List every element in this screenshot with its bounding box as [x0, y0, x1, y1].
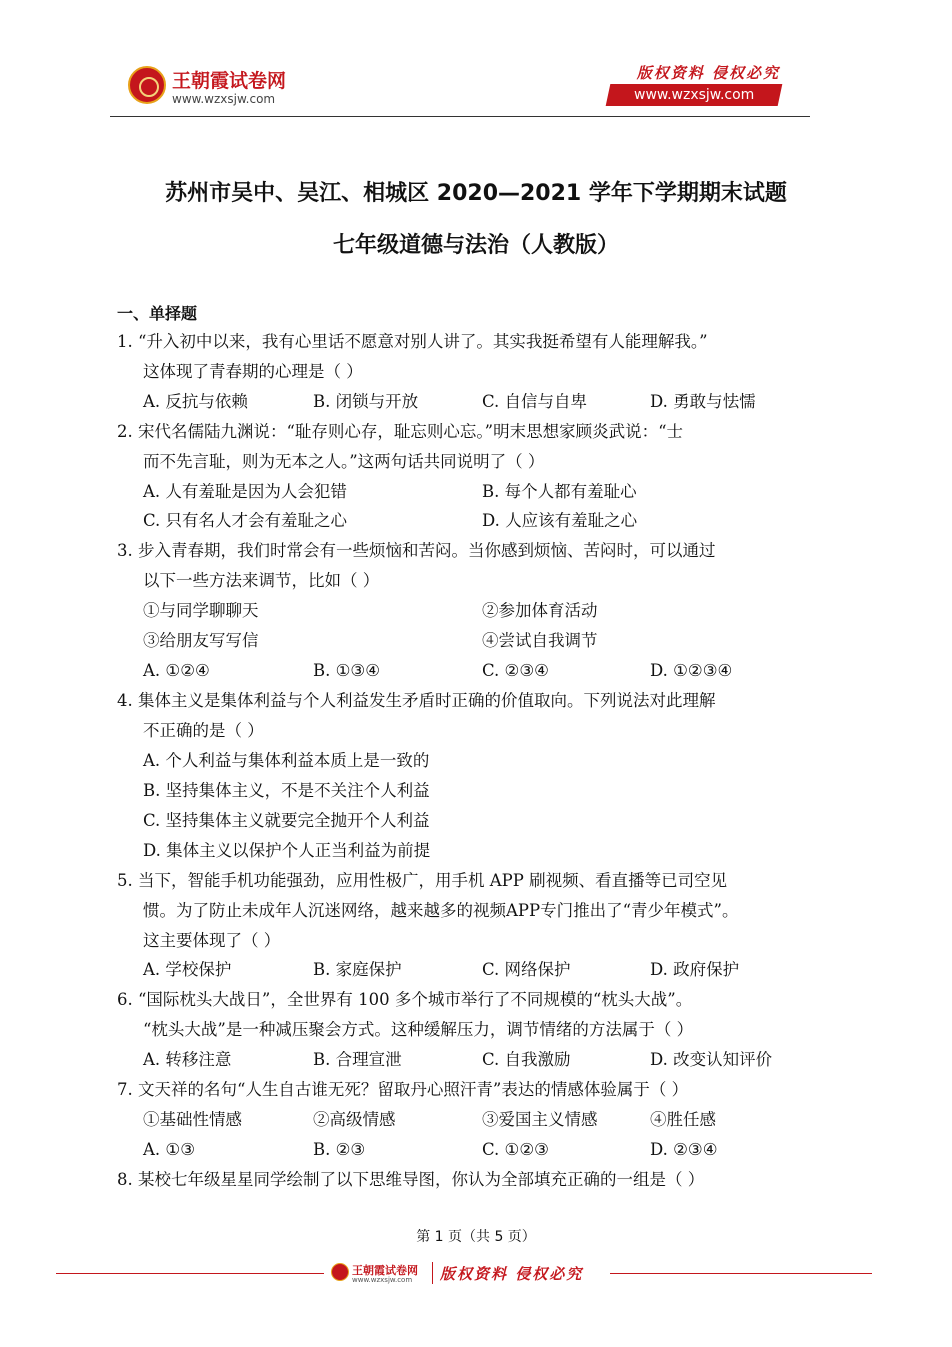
option-4d: D. 集体主义以保护个人正当利益为前提: [143, 841, 431, 860]
footer-line-left: [56, 1273, 324, 1274]
option-2d: D. 人应该有羞耻之心: [482, 511, 638, 530]
option-7a: A. ①③: [143, 1140, 195, 1159]
footer-logo-url: www.wzxsjw.com: [352, 1276, 413, 1284]
option-1d: D. 勇敢与怯懦: [650, 392, 756, 411]
question-2-cont: 而不先言耻，则为无本之人。”这两句话共同说明了（ ）: [143, 452, 545, 471]
url-banner: [606, 84, 783, 106]
option-1b: B. 闭锁与开放: [313, 392, 419, 411]
question-6-cont: “枕头大战”是一种减压聚会方式。这种缓解压力，调节情绪的方法属于（ ）: [143, 1020, 694, 1039]
statement-3-2: ②参加体育活动: [482, 601, 598, 620]
question-5-cont: 惯。为了防止未成年人沉迷网络，越来越多的视频APP专门推出了“青少年模式”。: [143, 901, 739, 920]
question-1: 1. “升入初中以来，我有心里话不愿意对别人讲了。其实我挺希望有人能理解我。”: [117, 332, 708, 351]
statement-7-1: ①基础性情感: [143, 1110, 242, 1129]
option-6a: A. 转移注意: [143, 1050, 232, 1069]
copyright-slogan: 版权资料 侵权必究: [636, 64, 780, 82]
question-5: 5. 当下，智能手机功能强劲，应用性极广，用手机 APP 刷视频、看直播等已司空见: [117, 871, 728, 890]
option-3c: C. ②③④: [482, 661, 549, 680]
question-3: 3. 步入青春期，我们时常会有一些烦恼和苦闷。当你感到烦恼、苦闷时，可以通过: [117, 541, 716, 560]
site-logo: [128, 64, 368, 112]
logo-name: 王朝霞试卷网: [172, 70, 287, 92]
option-1c: C. 自信与自卑: [482, 392, 588, 411]
option-4a: A. 个人利益与集体利益本质上是一致的: [143, 751, 430, 770]
footer-line-right: [610, 1273, 872, 1274]
question-4: 4. 集体主义是集体利益与个人利益发生矛盾时正确的价值取向。下列说法对此理解: [117, 691, 716, 710]
question-5-cont-2: 这主要体现了（ ）: [143, 931, 281, 950]
statement-7-4: ④胜任感: [650, 1110, 716, 1129]
page-number: 第 1 页（共 5 页）: [416, 1229, 536, 1245]
option-3b: B. ①③④: [313, 661, 380, 680]
footer-seal-icon: [331, 1263, 349, 1281]
statement-7-2: ②高级情感: [313, 1110, 396, 1129]
exam-subtitle: 七年级道德与法治（人教版）: [332, 233, 619, 258]
option-2b: B. 每个人都有羞耻心: [482, 482, 637, 501]
option-7b: B. ②③: [313, 1140, 366, 1159]
option-5a: A. 学校保护: [143, 960, 232, 979]
option-7d: D. ②③④: [650, 1140, 718, 1159]
page-header: [110, 62, 810, 116]
option-5b: B. 家庭保护: [313, 960, 402, 979]
url-banner-text: www.wzxsjw.com: [633, 87, 755, 103]
footer-slogan: 版权资料 侵权必究: [440, 1265, 584, 1283]
option-3a: A. ①②④: [143, 661, 210, 680]
option-7c: C. ①②③: [482, 1140, 549, 1159]
footer-logo-name: 王朝霞试卷网: [352, 1264, 418, 1277]
option-5d: D. 政府保护: [650, 960, 740, 979]
option-6d: D. 改变认知评价: [650, 1050, 773, 1069]
statement-7-3: ③爱国主义情感: [482, 1110, 598, 1129]
logo-url: www.wzxsjw.com: [172, 92, 276, 106]
question-6: 6. “国际枕头大战日”，全世界有 100 多个城市举行了不同规模的“枕头大战”。: [117, 990, 693, 1009]
option-4b: B. 坚持集体主义，不是不关注个人利益: [143, 781, 430, 800]
question-1-cont: 这体现了青春期的心理是（ ）: [143, 362, 363, 381]
option-2c: C. 只有名人才会有羞耻之心: [143, 511, 348, 530]
option-3d: D. ①②③④: [650, 661, 733, 680]
statement-3-1: ①与同学聊聊天: [143, 601, 259, 620]
option-1a: A. 反抗与依赖: [143, 392, 248, 411]
footer-divider: [432, 1262, 433, 1284]
question-8: 8. 某校七年级星星同学绘制了以下思维导图，你认为全部填充正确的一组是（ ）: [117, 1170, 705, 1189]
statement-3-3: ③给朋友写写信: [143, 631, 259, 650]
option-6c: C. 自我激励: [482, 1050, 571, 1069]
question-4-cont: 不正确的是（ ）: [143, 721, 264, 740]
header-divider: [110, 116, 810, 117]
exam-title: 苏州市吴中、吴江、相城区 2020—2021 学年下学期期末试题: [165, 181, 787, 206]
section-heading: 一、单择题: [117, 304, 198, 323]
question-7: 7. 文天祥的名句“人生自古谁无死？留取丹心照汗青”表达的情感体验属于（ ）: [117, 1080, 689, 1099]
option-4c: C. 坚持集体主义就要完全抛开个人利益: [143, 811, 430, 830]
statement-3-4: ④尝试自我调节: [482, 631, 598, 650]
option-5c: C. 网络保护: [482, 960, 571, 979]
question-2: 2. 宋代名儒陆九渊说：“耻存则心存，耻忘则心忘。”明末思想家顾炎武说：“士: [117, 422, 684, 441]
seal-icon: [128, 66, 166, 104]
question-3-cont: 以下一些方法来调节，比如（ ）: [143, 571, 380, 590]
option-2a: A. 人有羞耻是因为人会犯错: [143, 482, 347, 501]
option-6b: B. 合理宣泄: [313, 1050, 402, 1069]
